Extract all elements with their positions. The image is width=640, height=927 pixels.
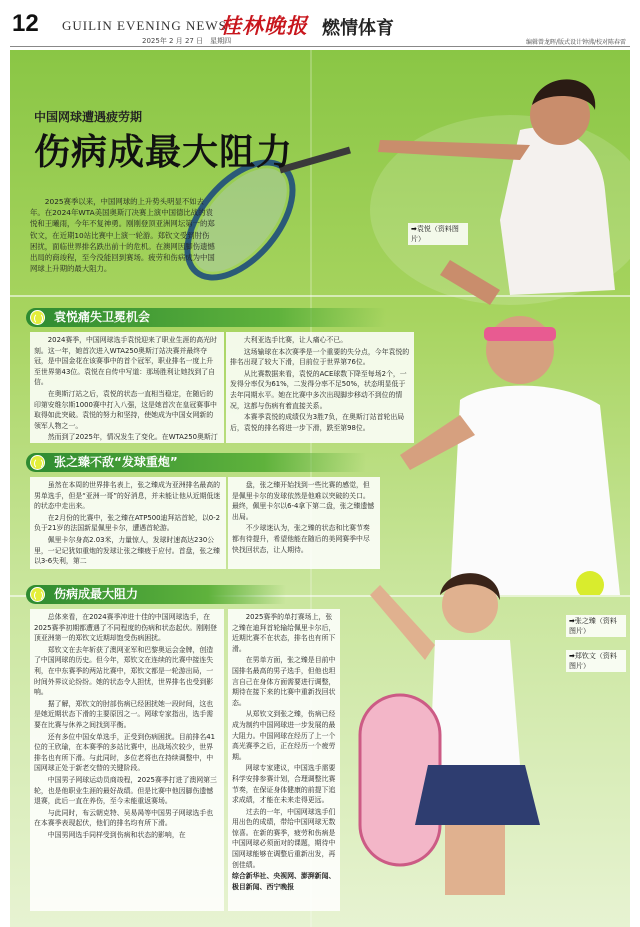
paragraph: 盘，张之臻开始找到一些比赛的感觉，但是佩里卡尔的发球依然是他难以突破的关口。最终，佩里卡尔以6-4拿下第二盘，张之臻遗憾出局。 bbox=[232, 481, 375, 521]
paragraph: 在2月份的比赛中，张之臻在ATP500迪拜站首轮，以0-2负于21岁的法国新星佩里卡尔，遭遇首轮游。 bbox=[34, 513, 221, 533]
paragraph: 还有多位中国女单选手，正受到伤病困扰。目前排名41位的王欣瑜，在本赛季的多站比赛中，出战场次较少，世界排名也有所下滑。与此同时，多位老将也在持续调整中，中国网球正处于新老交替的关键阶段。 bbox=[34, 732, 216, 773]
section-3-column-1 bbox=[30, 609, 224, 911]
caption-text: 张之臻（资料图片） bbox=[569, 617, 617, 635]
section-heading-text: 张之臻不敌“发球重炮” bbox=[54, 455, 178, 469]
player-skirt bbox=[415, 765, 540, 825]
article-kicker: 中国网球遭遇疲劳期 bbox=[34, 110, 143, 124]
issue-date: 2025年 2 月 27 日 星期四 bbox=[142, 37, 232, 45]
paragraph: 不少球迷认为，张之臻的状态和比赛节奏都有待提升，希望他能在随后的美网赛季中尽快找回状态，让人期待。 bbox=[232, 524, 370, 554]
caption-text: 袁悦（资料图片） bbox=[411, 225, 459, 243]
paragraph: 虽然在本周的世界排名表上，张之臻成为亚洲排名最高的男单选手，但是“亚洲一哥”的好消息，并未能让他从近期低迷的状态中走出来。 bbox=[34, 481, 221, 511]
paragraph: 中国男网选手同样受到伤病和状态的影响，在 bbox=[47, 830, 186, 839]
caption-yuan-yue bbox=[408, 223, 468, 245]
masthead bbox=[0, 0, 640, 50]
paragraph: 2025赛季的单打赛场上，张之臻在迪拜首轮输给佩里卡尔后，近期比赛不在状态，排名也有所下滑。 bbox=[232, 613, 336, 653]
section-2-column-2 bbox=[228, 477, 380, 569]
headband bbox=[484, 327, 556, 341]
paragraph: 大利亚选手比赛，让人痛心不已。 bbox=[243, 336, 348, 344]
section-heading-zhang-zhizhen bbox=[26, 453, 366, 472]
section-heading-injuries bbox=[26, 585, 286, 604]
paragraph: 中国男子网球运动员商竣程，2025赛季打进了澳网第三轮，也是他职业生涯的最好战绩。但是比赛中他因脚伤遗憾退赛，此后一直在养伤，至今未能重返赛场。 bbox=[34, 775, 217, 806]
tennis-ball-icon bbox=[30, 587, 45, 602]
tennis-ball-icon bbox=[30, 455, 45, 470]
arrow-icon: ➡ bbox=[569, 617, 575, 625]
paragraph: 与此同时，布云朝克特、吴易昺等中国男子网球选手也在本赛季表现起伏，他们的排名均有所下滑。 bbox=[34, 808, 214, 828]
paragraph: 这场输球在本次赛季是一个重要的失分点，今年袁悦的排名出现了较大下滑，目前位于世界第76位。 bbox=[230, 347, 410, 367]
masthead-rule bbox=[10, 46, 630, 47]
section-heading-text: 袁悦痛失卫冕机会 bbox=[54, 310, 151, 324]
player-photo-zheng-qinwen bbox=[340, 545, 590, 905]
page-number: 12 bbox=[12, 10, 39, 37]
paragraph: 在男单方面，张之臻是目前中国排名最高的男子选手，但他也坦言自己在身体方面需要进行调整，期待在接下来的比赛中重新找回状态。 bbox=[232, 656, 336, 707]
article-headline: 伤病成最大阻力 bbox=[34, 132, 294, 173]
editor-credits: 编辑曾龙晖/版式设计钟沸/校对陈春雷 bbox=[525, 39, 626, 46]
section-1-column-1 bbox=[30, 332, 224, 443]
newspaper-logo: 桂林晚报 bbox=[220, 13, 308, 38]
player-legs bbox=[445, 825, 505, 895]
section-2-column-1 bbox=[30, 477, 226, 569]
player-head bbox=[486, 316, 554, 384]
paragraph: 从郑钦文到张之臻，伤病已经成为制约中国网球进一步发展的最大阻力。中国网球在经历了上一个高光赛季之后，正在经历一个疲劳期。 bbox=[232, 710, 336, 761]
caption-zhang-zhizhen bbox=[566, 615, 626, 637]
article-lead bbox=[30, 196, 216, 274]
section-heading-text: 伤病成最大阻力 bbox=[54, 587, 139, 601]
paragraph: 本赛季袁悦的成绩仅为3胜7负，在奥斯汀站首轮出局后，袁悦的排名将进一步下滑，跌至第98位。 bbox=[230, 413, 405, 432]
paragraph: 过去的一年，中国网球选手们用出色的成绩，带给中国网球无数惊喜。在新的赛季，疲劳和伤病是中国网球必须面对的课题，期待中国网球能够在调整后重新出发，再创佳绩。 bbox=[232, 807, 336, 869]
arrow-icon: ➡ bbox=[411, 225, 417, 233]
section-1-column-2 bbox=[226, 332, 414, 443]
player-arm bbox=[370, 585, 435, 660]
tennis-ball-icon bbox=[30, 310, 45, 325]
arrow-icon: ➡ bbox=[569, 652, 575, 660]
section-heading-yuan-yue bbox=[26, 308, 386, 327]
source-credit: 综合新华社、央视网、澎湃新闻、极目新闻、西宁晚报 bbox=[232, 872, 336, 891]
paragraph: 从比赛数据来看，袁悦的ACE球数下降至每场2个，一发得分率仅为61%，二发得分率不足50%，状态明显低于去年同期水平。她在比赛中多次出现脚步移动不到位的情况，这都与伤病有着直接关系。 bbox=[230, 369, 407, 410]
paragraph: 佩里卡尔身高2.03米，力量惊人，发球时速高达230公里，一记记犹如重炮的发球让张之臻疲于应付。首盘，张之臻以3-6失利，第二 bbox=[34, 535, 221, 566]
lead-paragraph: 2025赛季以来，中国网球的上升势头明显不如去年。在2024年WTA美国奥斯汀决赛上演中国德比战的袁悦和王曦雨，今年不复神勇。刚刚登顶亚洲网坛第一的郑钦文，在近期10站比赛中上演一轮游。郑钦文受到肘伤困扰，面临世界排名跌出前十的危机。在澳网因脚伤遗憾出局的商竣程，至今没能回到赛场。疲劳和伤病成为中国网球上升期的最大阻力。 bbox=[30, 197, 215, 274]
paragraph: 网球专家建议，中国选手需要科学安排参赛计划，合理调整比赛节奏，在保证身体健康的前提下追求成绩，才能在未来走得更远。 bbox=[232, 764, 336, 805]
caption-text: 郑钦文（资料图片） bbox=[569, 652, 617, 670]
paragraph: 总体来看，在2024赛季冲进十佳的中国网球选手，在2025赛季初期都遭遇了不同程度的伤病和状态起伏。刚刚登顶亚洲第一的郑钦文近期却饱受伤病困扰。 bbox=[34, 613, 217, 643]
paragraph: 2024赛季，中国网球选手袁悦迎来了职业生涯的高光时刻。这一年，她首次进入WTA250奥斯汀站决赛并最终夺冠，是中国金花在该赛事中的首个冠军，职业排名一度上升至世界第43位。袁悦在自传中写道：那场胜利让她找到了自信。 bbox=[34, 336, 217, 387]
section-title: 燃情体育 bbox=[322, 18, 394, 39]
caption-zheng-qinwen bbox=[566, 650, 626, 672]
paragraph: 郑钦文在去年斩获了澳网亚军和巴黎奥运会金牌，创造了中国网球的历史。但今年，郑钦文在连续的比赛中接连失利，在中东赛季的两站比赛中，郑钦文都是一轮游出局，一时间外界议论纷纷。她的状态令人担忧，世界排名也受到影响。 bbox=[34, 645, 214, 697]
paragraph: 在奥斯汀站之后，袁悦的状态一直相当稳定，在随后的印第安维尔斯1000赛中打入八强，这是她首次在皇冠赛事中取得如此突破。袁悦的努力和坚持，使她成为中国女网新的领军人物之一。 bbox=[34, 389, 217, 430]
paper-name-en: GUILIN EVENING NEWS bbox=[62, 18, 227, 33]
player-top bbox=[430, 640, 520, 765]
section-3-column-2 bbox=[228, 609, 340, 911]
paragraph: 然而到了2025年，情况发生了变化。在WTA250奥斯汀 bbox=[47, 433, 218, 442]
paragraph: 据了解，郑钦文的肘部伤病已经困扰她一段时间，这也是她近期状态下滑的主要原因之一。网球专家指出，选手需要在比赛与休养之间找到平衡。 bbox=[34, 699, 214, 729]
